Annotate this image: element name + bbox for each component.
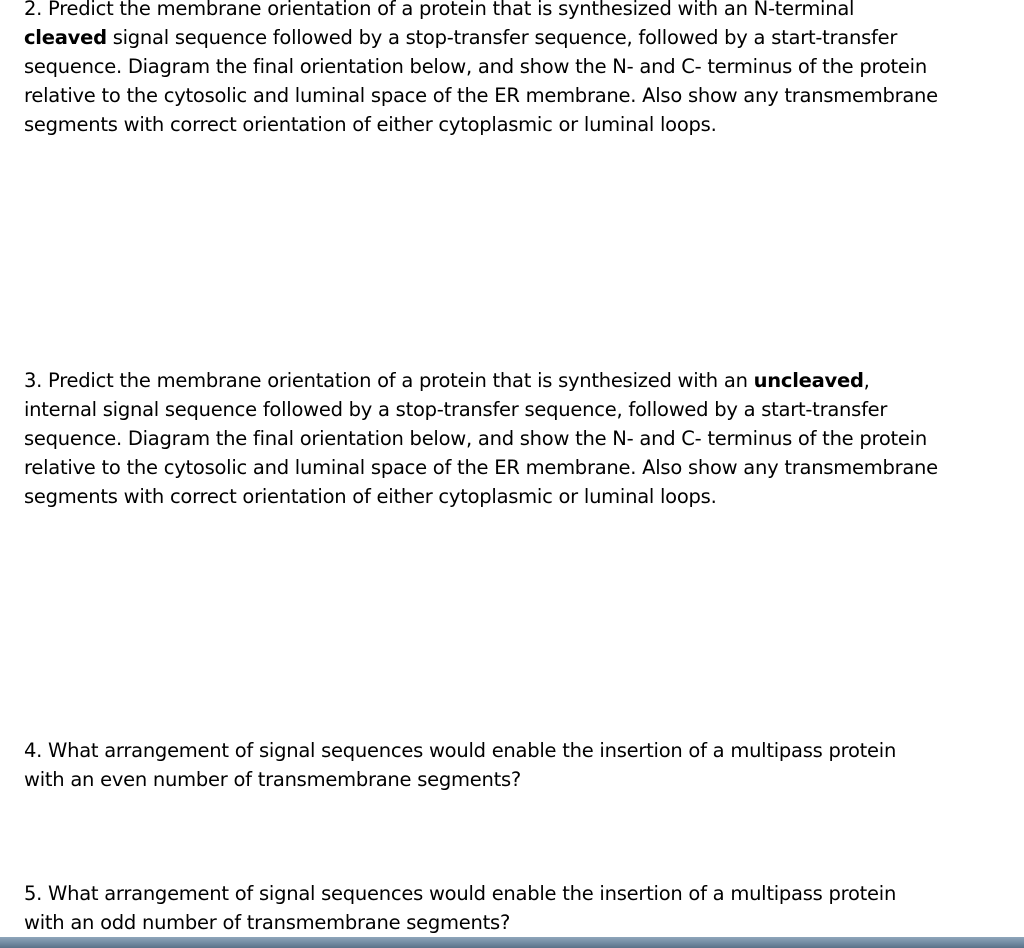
question-2-line-2: [24, 23, 984, 52]
question-4-line-2: with an even number of transmembrane segments?: [24, 768, 522, 791]
question-2-line-5: segments with correct orientation of either cytoplasmic or luminal loops.: [24, 113, 717, 136]
question-2-line-2-rest: signal sequence followed by a stop-transfer sequence, followed by a start-transfer: [106, 26, 898, 49]
question-2-line-4: relative to the cytosolic and luminal space of the ER membrane. Also show any transmembrane: [24, 84, 938, 107]
question-5: [24, 879, 984, 937]
question-2: [24, 0, 984, 139]
question-2-line-1: 2. Predict the membrane orientation of a protein that is synthesized with an N-terminal: [24, 0, 855, 20]
question-5-line-2: with an odd number of transmembrane segments?: [24, 911, 511, 934]
emphasis-uncleaved: uncleaved: [753, 369, 864, 392]
bottom-scroll-edge: [0, 937, 1024, 948]
question-3-line-1: [24, 366, 984, 395]
question-3: [24, 366, 984, 511]
question-4: [24, 736, 984, 794]
question-4-line-1: 4. What arrangement of signal sequences would enable the insertion of a multipass protein: [24, 739, 897, 762]
question-3-line-5: segments with correct orientation of either cytoplasmic or luminal loops.: [24, 485, 717, 508]
question-2-line-3: sequence. Diagram the final orientation below, and show the N- and C- terminus of the protein: [24, 55, 927, 78]
question-3-line-2: internal signal sequence followed by a stop-transfer sequence, followed by a start-transfer: [24, 398, 888, 421]
question-5-line-1: 5. What arrangement of signal sequences would enable the insertion of a multipass protein: [24, 882, 897, 905]
question-3-line-3: sequence. Diagram the final orientation below, and show the N- and C- terminus of the protein: [24, 427, 927, 450]
emphasis-cleaved: cleaved: [24, 26, 107, 49]
question-3-line-1-start: 3. Predict the membrane orientation of a protein that is synthesized with an: [24, 369, 754, 392]
question-3-line-4: relative to the cytosolic and luminal space of the ER membrane. Also show any transmembrane: [24, 456, 938, 479]
question-3-line-1-end: ,: [863, 369, 870, 392]
